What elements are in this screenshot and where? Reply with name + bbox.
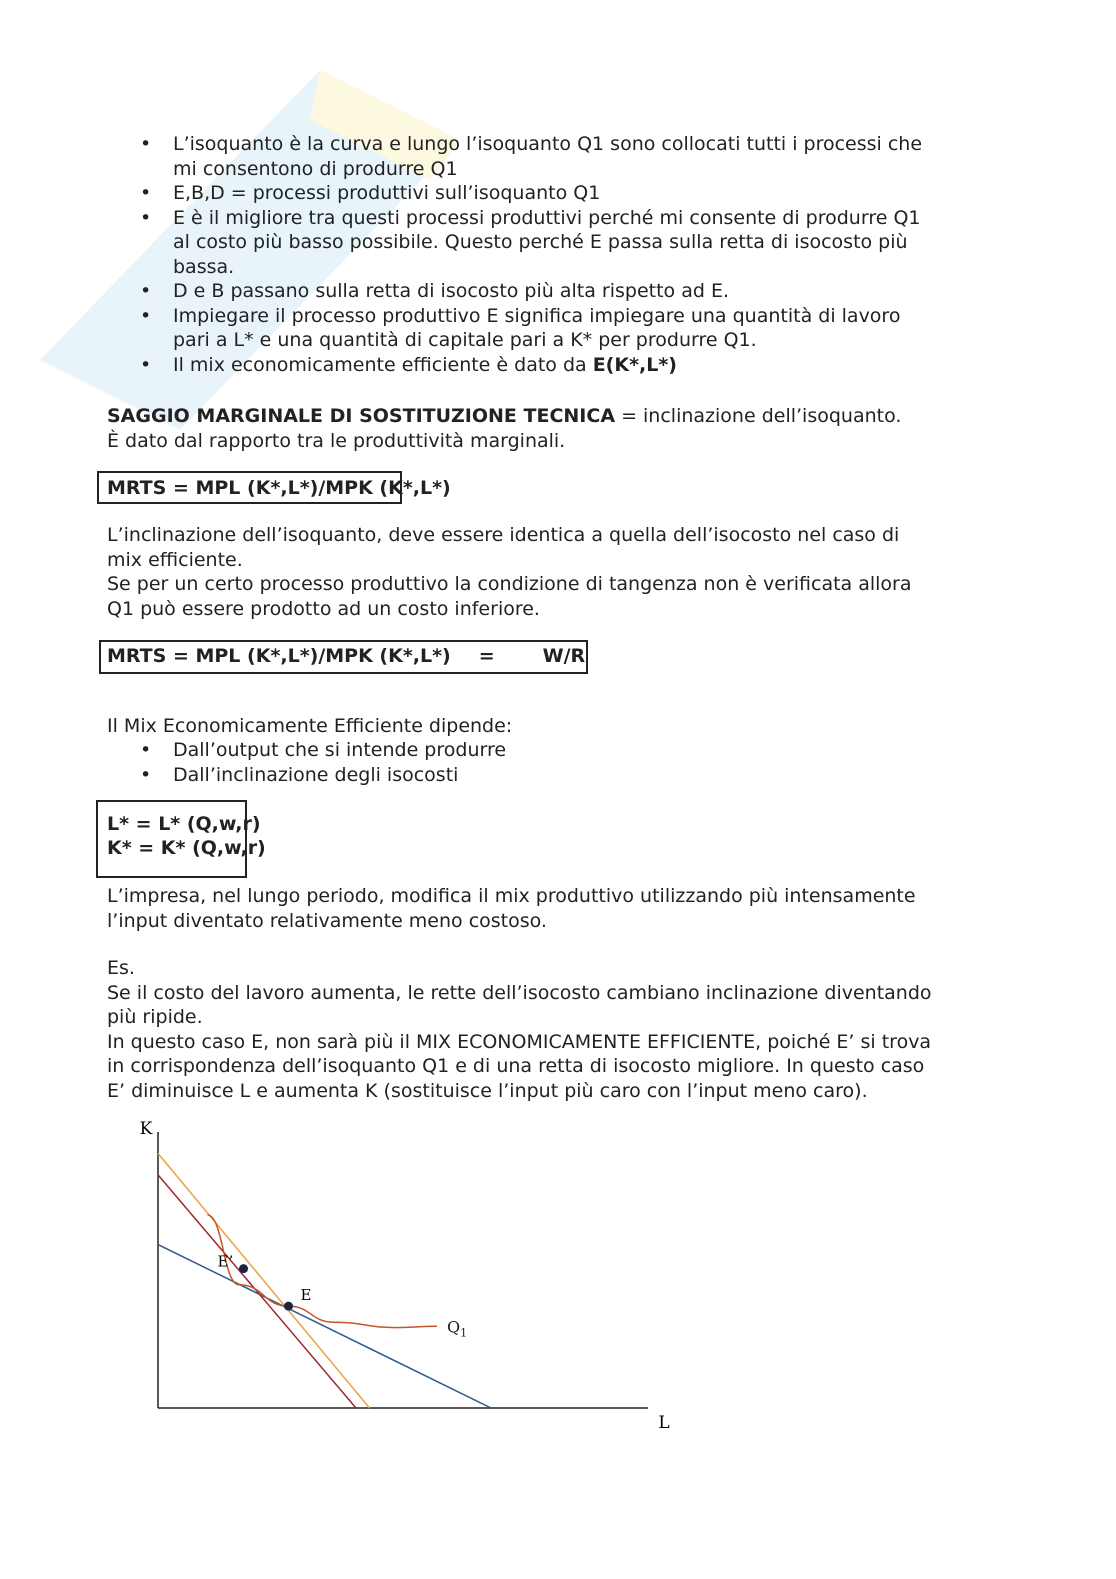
example-line: in corrispondenza dell’isoquanto Q1 e di una retta di isocosto migliore. In questo caso (107, 1055, 925, 1077)
smst-heading-tail: = inclinazione dell’isoquanto. (615, 405, 902, 427)
long-run-paragraph (107, 884, 916, 933)
bullet-line: al costo più basso possibile. Questo perché E passa sulla retta di isocosto più (173, 231, 908, 253)
mix-bullet-list (107, 738, 506, 787)
point-e (284, 1302, 293, 1311)
q1-label-subscript: 1 (460, 1326, 468, 1340)
process-bullet-item (107, 304, 922, 353)
long-run-line: l’input diventato relativamente meno costoso. (107, 909, 547, 932)
x-axis-label: L (658, 1413, 670, 1433)
bullet-line: • D e B passano sulla retta di isocosto più alta rispetto ad E. (173, 280, 730, 302)
bullet-line: • E,B,D = processi produttivi sull’isoquanto Q1 (173, 182, 601, 204)
tangency-paragraph (107, 523, 912, 621)
point-e-prime (239, 1264, 248, 1273)
formula2-lhs: MRTS = MPL (K*,L*)/MPK (K*,L*) (107, 645, 451, 667)
bullet-line: • L’isoquanto è la curva e lungo l’isoquanto Q1 sono collocati tutti i processi che (173, 133, 923, 155)
isocost-line-2 (158, 1175, 356, 1408)
example-line: più ripide. (107, 1006, 203, 1028)
y-axis-label: K (139, 1119, 153, 1139)
q1-label-main: Q (447, 1317, 461, 1337)
process-bullet-item (107, 353, 922, 378)
isoquant-chart (100, 1119, 670, 1450)
example-paragraph (107, 956, 932, 1103)
process-bullet-item (107, 279, 922, 304)
smst-heading: SAGGIO MARGINALE DI SOSTITUZIONE TECNICA (107, 405, 616, 427)
bullet-line (173, 353, 922, 378)
process-bullet-item (107, 132, 922, 181)
formula2-rhs: W/R (542, 645, 586, 667)
long-run-line: L’impresa, nel lungo periodo, modifica il mix produttivo utilizzando più intensamente (107, 885, 916, 907)
point-label: E (300, 1286, 312, 1305)
formula3-line: K* = K* (Q,w,r) (107, 837, 266, 859)
point-label: E’ (217, 1252, 234, 1271)
process-bullet-item (107, 181, 922, 206)
bullet-line: • Impiegare il processo produttivo E significa impiegare una quantità di lavoro (173, 304, 901, 327)
efficient-mix-notation: E(K*,L*) (592, 353, 677, 376)
isocost-line-1 (158, 1245, 491, 1408)
example-line: E’ diminuisce L e aumenta K (sostituisce l’input più caro con l’input meno caro). (107, 1079, 868, 1102)
example-line: Es. (107, 957, 135, 979)
tangency-line: Q1 può essere prodotto ad un costo inferiore. (107, 597, 540, 620)
bullet-line: • E è il migliore tra questi processi produttivi perché mi consente di produrre Q1 (173, 206, 921, 229)
formula2-equals: = (478, 645, 495, 667)
bullet-line: bassa. (173, 255, 235, 278)
process-bullet-list (107, 132, 922, 377)
smst-definition (107, 404, 901, 453)
q1-curve-label (447, 1317, 467, 1339)
isocost-line-3 (158, 1153, 370, 1408)
mix-item: • Dall’output che si intende produrre (107, 738, 506, 763)
formula3 (107, 812, 266, 860)
formula1: MRTS = MPL (K*,L*)/MPK (K*,L*) (107, 477, 451, 499)
bullet-line-text: Il mix economicamente efficiente è dato da (173, 353, 593, 376)
example-line: Se il costo del lavoro aumenta, le rette dell’isocosto cambiano inclinazione diventando (107, 981, 932, 1004)
bullet-line: pari a L* e una quantità di capitale pari a K* per produrre Q1. (173, 329, 757, 351)
tangency-line: mix efficiente. (107, 548, 243, 571)
mix-intro: Il Mix Economicamente Efficiente dipende: (107, 715, 513, 737)
process-bullet-item (107, 206, 922, 280)
tangency-line: Se per un certo processo produttivo la condizione di tangenza non è verificata allora (107, 573, 912, 595)
formula2 (107, 644, 585, 668)
formula3-line: L* = L* (Q,w,r) (107, 813, 261, 835)
tangency-line: L’inclinazione dell’isoquanto, deve essere identica a quella dell’isocosto nel caso di (107, 524, 900, 546)
smst-line2: È dato dal rapporto tra le produttività marginali. (107, 429, 566, 452)
example-line: In questo caso E, non sarà più il MIX ECONOMICAMENTE EFFICIENTE, poiché E’ si trova (107, 1030, 932, 1053)
mix-item: • Dall’inclinazione degli isocosti (107, 763, 506, 788)
bullet-line: mi consentono di produrre Q1 (173, 157, 458, 180)
